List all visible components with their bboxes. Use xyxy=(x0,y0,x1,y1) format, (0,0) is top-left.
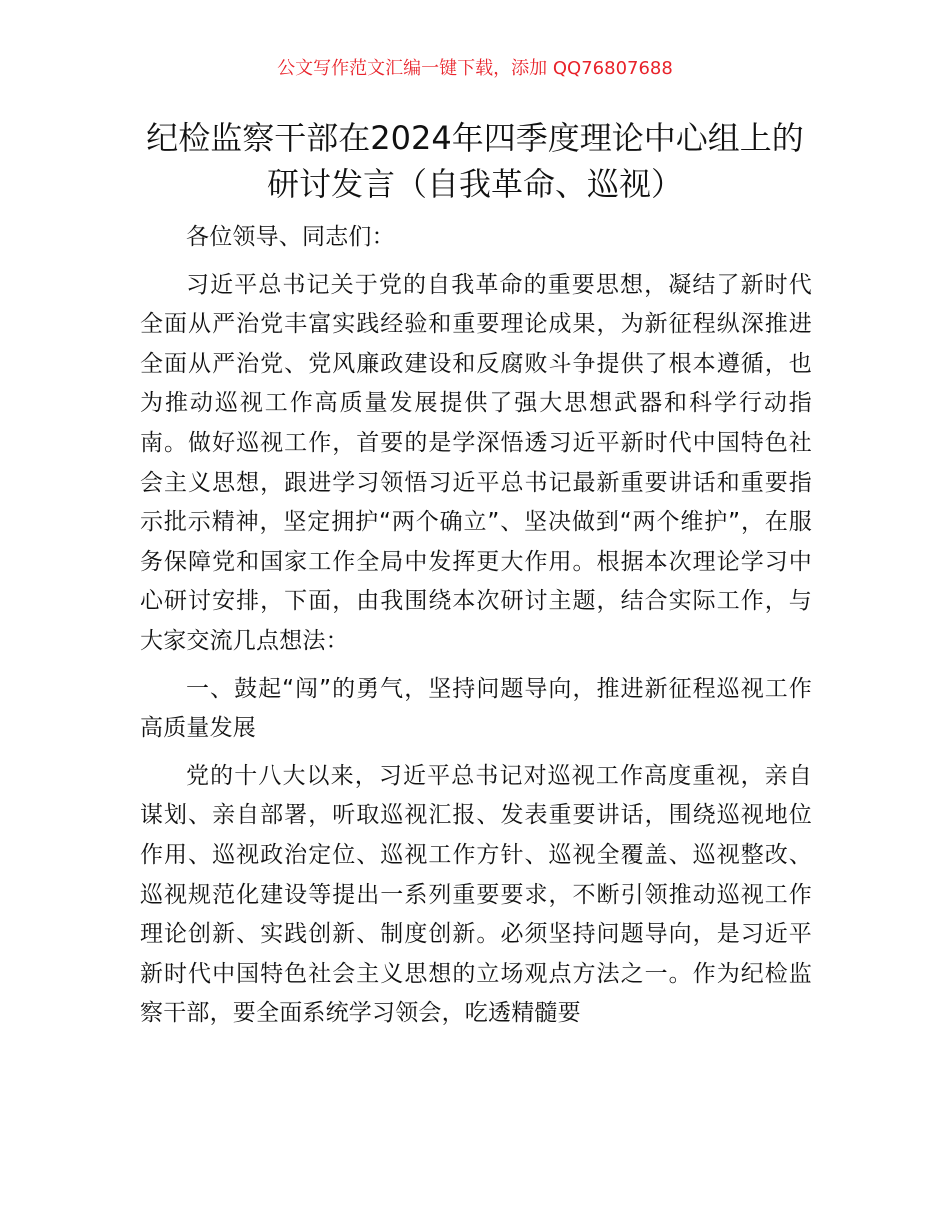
download-notice: 公文写作范文汇编一键下载，添加 QQ76807688 xyxy=(277,58,673,79)
body-paragraph: 党的十八大以来，习近平总书记对巡视工作高度重视，亲自谋划、亲自部署，听取巡视汇报、发表重要讲话，围绕巡视地位作用、巡视政治定位、巡视工作方针、巡视全覆盖、巡视整改、巡视规范化建设等提出一系列重要要求，不断引领推动巡视工作理论创新、实践创新、制度创新。必须坚持问题导向，是习近平新时代中国特色社会主义思想的立场观点方法之一。作为纪检监察干部，要全面系统学习领会，吃透精髓要 xyxy=(140,762,812,1027)
document-body xyxy=(140,218,812,1042)
section-heading: 一、鼓起“闯”的勇气，坚持问题导向，推进新征程巡视工作高质量发展 xyxy=(140,675,812,742)
salutation: 各位领导、同志们： xyxy=(186,224,395,250)
document-title: 纪检监察干部在2024年四季度理论中心组上的研讨发言（自我革命、巡视） xyxy=(146,119,804,203)
body-paragraph: 习近平总书记关于党的自我革命的重要思想，凝结了新时代全面从严治党丰富实践经验和重要理论成果，为新征程纵深推进全面从严治党、党风廉政建设和反腐败斗争提供了根本遵循，也为推动巡视工作高质量发展提供了强大思想武器和科学行动指南。做好巡视工作，首要的是学深悟透习近平新时代中国特色社会主义思想，跟进学习领悟习近平总书记最新重要讲话和重要指示批示精神，坚定拥护“两个确立”、坚决做到“两个维护”，在服务保障党和国家工作全局中发挥更大作用。根据本次理论学习中心研讨安排，下面，由我围绕本次研讨主题，结合实际工作，与大家交流几点想法： xyxy=(140,271,812,654)
